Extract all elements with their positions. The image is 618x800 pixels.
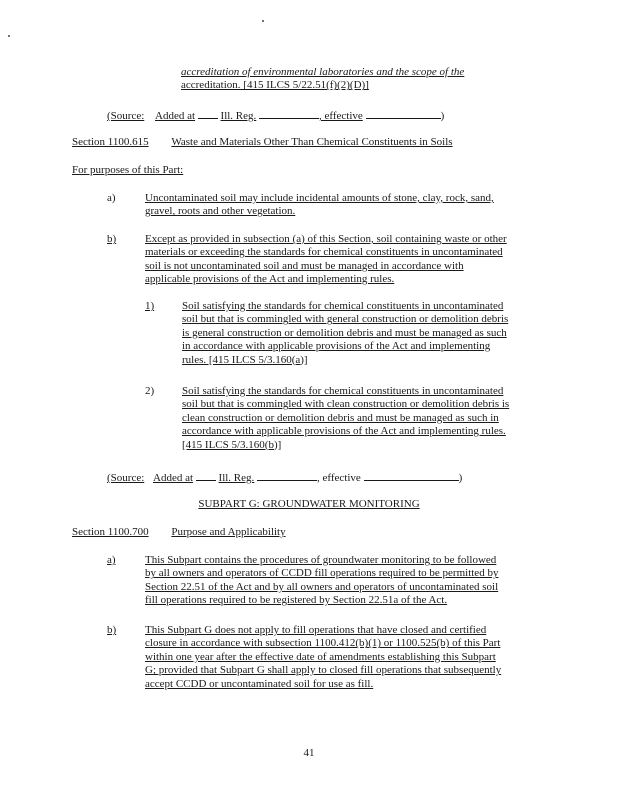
continuation-line-2: accreditation. [415 ILCS 5/22.51(f)(2)(D)] [181, 79, 369, 92]
subpart-heading: SUBPART G: GROUNDWATER MONITORING [198, 498, 420, 510]
item-b-text [145, 233, 507, 287]
source-lead: (Source: [107, 472, 145, 484]
blank-volume [198, 108, 218, 119]
item-b-line-4: applicable provisions of the Act and implementing rules. [145, 273, 395, 286]
item-b2-line-2: soil but that is commingled with clean construction or demolition debris is [182, 398, 510, 411]
blank-page [259, 108, 319, 119]
source-close: ) [440, 110, 445, 122]
top-continuation [181, 66, 464, 93]
item-b2-line-4: accordance with applicable provisions of the Act and implementing rules. [182, 425, 506, 438]
purposes-line: For purposes of this Part: [72, 164, 184, 176]
item-a-text [145, 192, 494, 219]
item-a-label: a) [107, 192, 116, 204]
blank-volume [196, 470, 216, 481]
item-b1-line-5: rules. [415 ILCS 5/3.160(a)] [182, 353, 308, 366]
source-close: ) [458, 472, 463, 484]
section-title: Waste and Materials Other Than Chemical Constituents in Soils [171, 136, 453, 148]
source-effective: , effective [317, 472, 361, 484]
item-700b-line-4: G; provided that Subpart G shall apply to closed fill operations that subsequently [145, 664, 502, 677]
item-700b-text [145, 624, 501, 691]
item-700a-line-3: Section 22.51 of the Act and by all owners and operators of uncontaminated soil [145, 580, 499, 593]
source-note-1 [107, 108, 444, 123]
item-b-line-2: materials or exceeding the standards for chemical constituents in uncontaminated [145, 246, 503, 259]
section-number: Section 1100.615 [72, 136, 149, 148]
item-700a-line-1: This Subpart contains the procedures of groundwater monitoring to be followed [145, 554, 497, 566]
item-b-label: b) [107, 233, 117, 245]
continuation-line-1: accreditation of environmental laboratories and the scope of the [181, 66, 465, 78]
item-700b-label: b) [107, 624, 117, 636]
scan-speck [262, 20, 264, 22]
item-b1-line-1: Soil satisfying the standards for chemical constituents in uncontaminated [182, 300, 504, 312]
item-b1-line-4: in accordance with applicable provisions of the Act and implementing [182, 340, 491, 353]
item-b-line-3: soil is not uncontaminated soil and must be managed in accordance with [145, 259, 464, 272]
item-700a-label: a) [107, 554, 116, 566]
item-b1-line-3: is general construction or demolition debris and must be managed as such [182, 326, 507, 339]
item-b2-line-5: [415 ILCS 5/3.160(b)] [182, 438, 282, 451]
item-700b-line-2: closure in accordance with subsection 1100.412(b)(1) or 1100.525(b) of this Part [145, 637, 501, 650]
item-a-line-2: gravel, roots and other vegetation. [145, 205, 296, 218]
page-number: 41 [303, 747, 315, 759]
item-b1-text [182, 300, 508, 367]
source-note-2 [107, 470, 462, 485]
section-700-heading [72, 526, 286, 539]
source-lead: (Source: [107, 110, 145, 122]
blank-date [364, 470, 459, 481]
source-added: Added at [155, 110, 196, 122]
source-added: Added at [153, 472, 194, 484]
item-b2-label: 2) [145, 385, 155, 397]
item-b2-line-1: Soil satisfying the standards for chemical constituents in uncontaminated [182, 385, 504, 397]
item-b2-text [182, 385, 509, 452]
item-a-line-1: Uncontaminated soil may include incidental amounts of stone, clay, rock, sand, [145, 192, 494, 204]
section-title: Purpose and Applicability [171, 526, 286, 538]
source-ill-reg: Ill. Reg. [220, 110, 257, 122]
item-700a-line-2: by all owners and operators of CCDD fill operations required to be permitted by [145, 567, 499, 580]
source-ill-reg: Ill. Reg. [218, 472, 255, 484]
item-700a-text [145, 554, 498, 608]
item-b2-line-3: clean construction or demolition debris and must be managed as such in [182, 411, 499, 424]
scan-speck [8, 35, 10, 37]
item-b1-label: 1) [145, 300, 155, 312]
item-700b-line-5: accept CCDD or uncontaminated soil for use as fill. [145, 677, 374, 690]
blank-date [366, 108, 441, 119]
item-b1-line-2: soil but that is commingled with general construction or demolition debris [182, 313, 509, 326]
item-700a-line-4: fill operations required to be registered by Section 22.51a of the Act. [145, 594, 448, 607]
source-effective: , effective [319, 110, 363, 122]
item-700b-line-3: within one year after the effective date of amendments establishing this Subpart [145, 650, 496, 663]
section-615-heading [72, 136, 453, 149]
section-number: Section 1100.700 [72, 526, 149, 538]
blank-page [257, 470, 317, 481]
item-700b-line-1: This Subpart G does not apply to fill operations that have closed and certified [145, 624, 487, 636]
item-b-line-1: Except as provided in subsection (a) of this Section, soil containing waste or other [145, 233, 507, 245]
